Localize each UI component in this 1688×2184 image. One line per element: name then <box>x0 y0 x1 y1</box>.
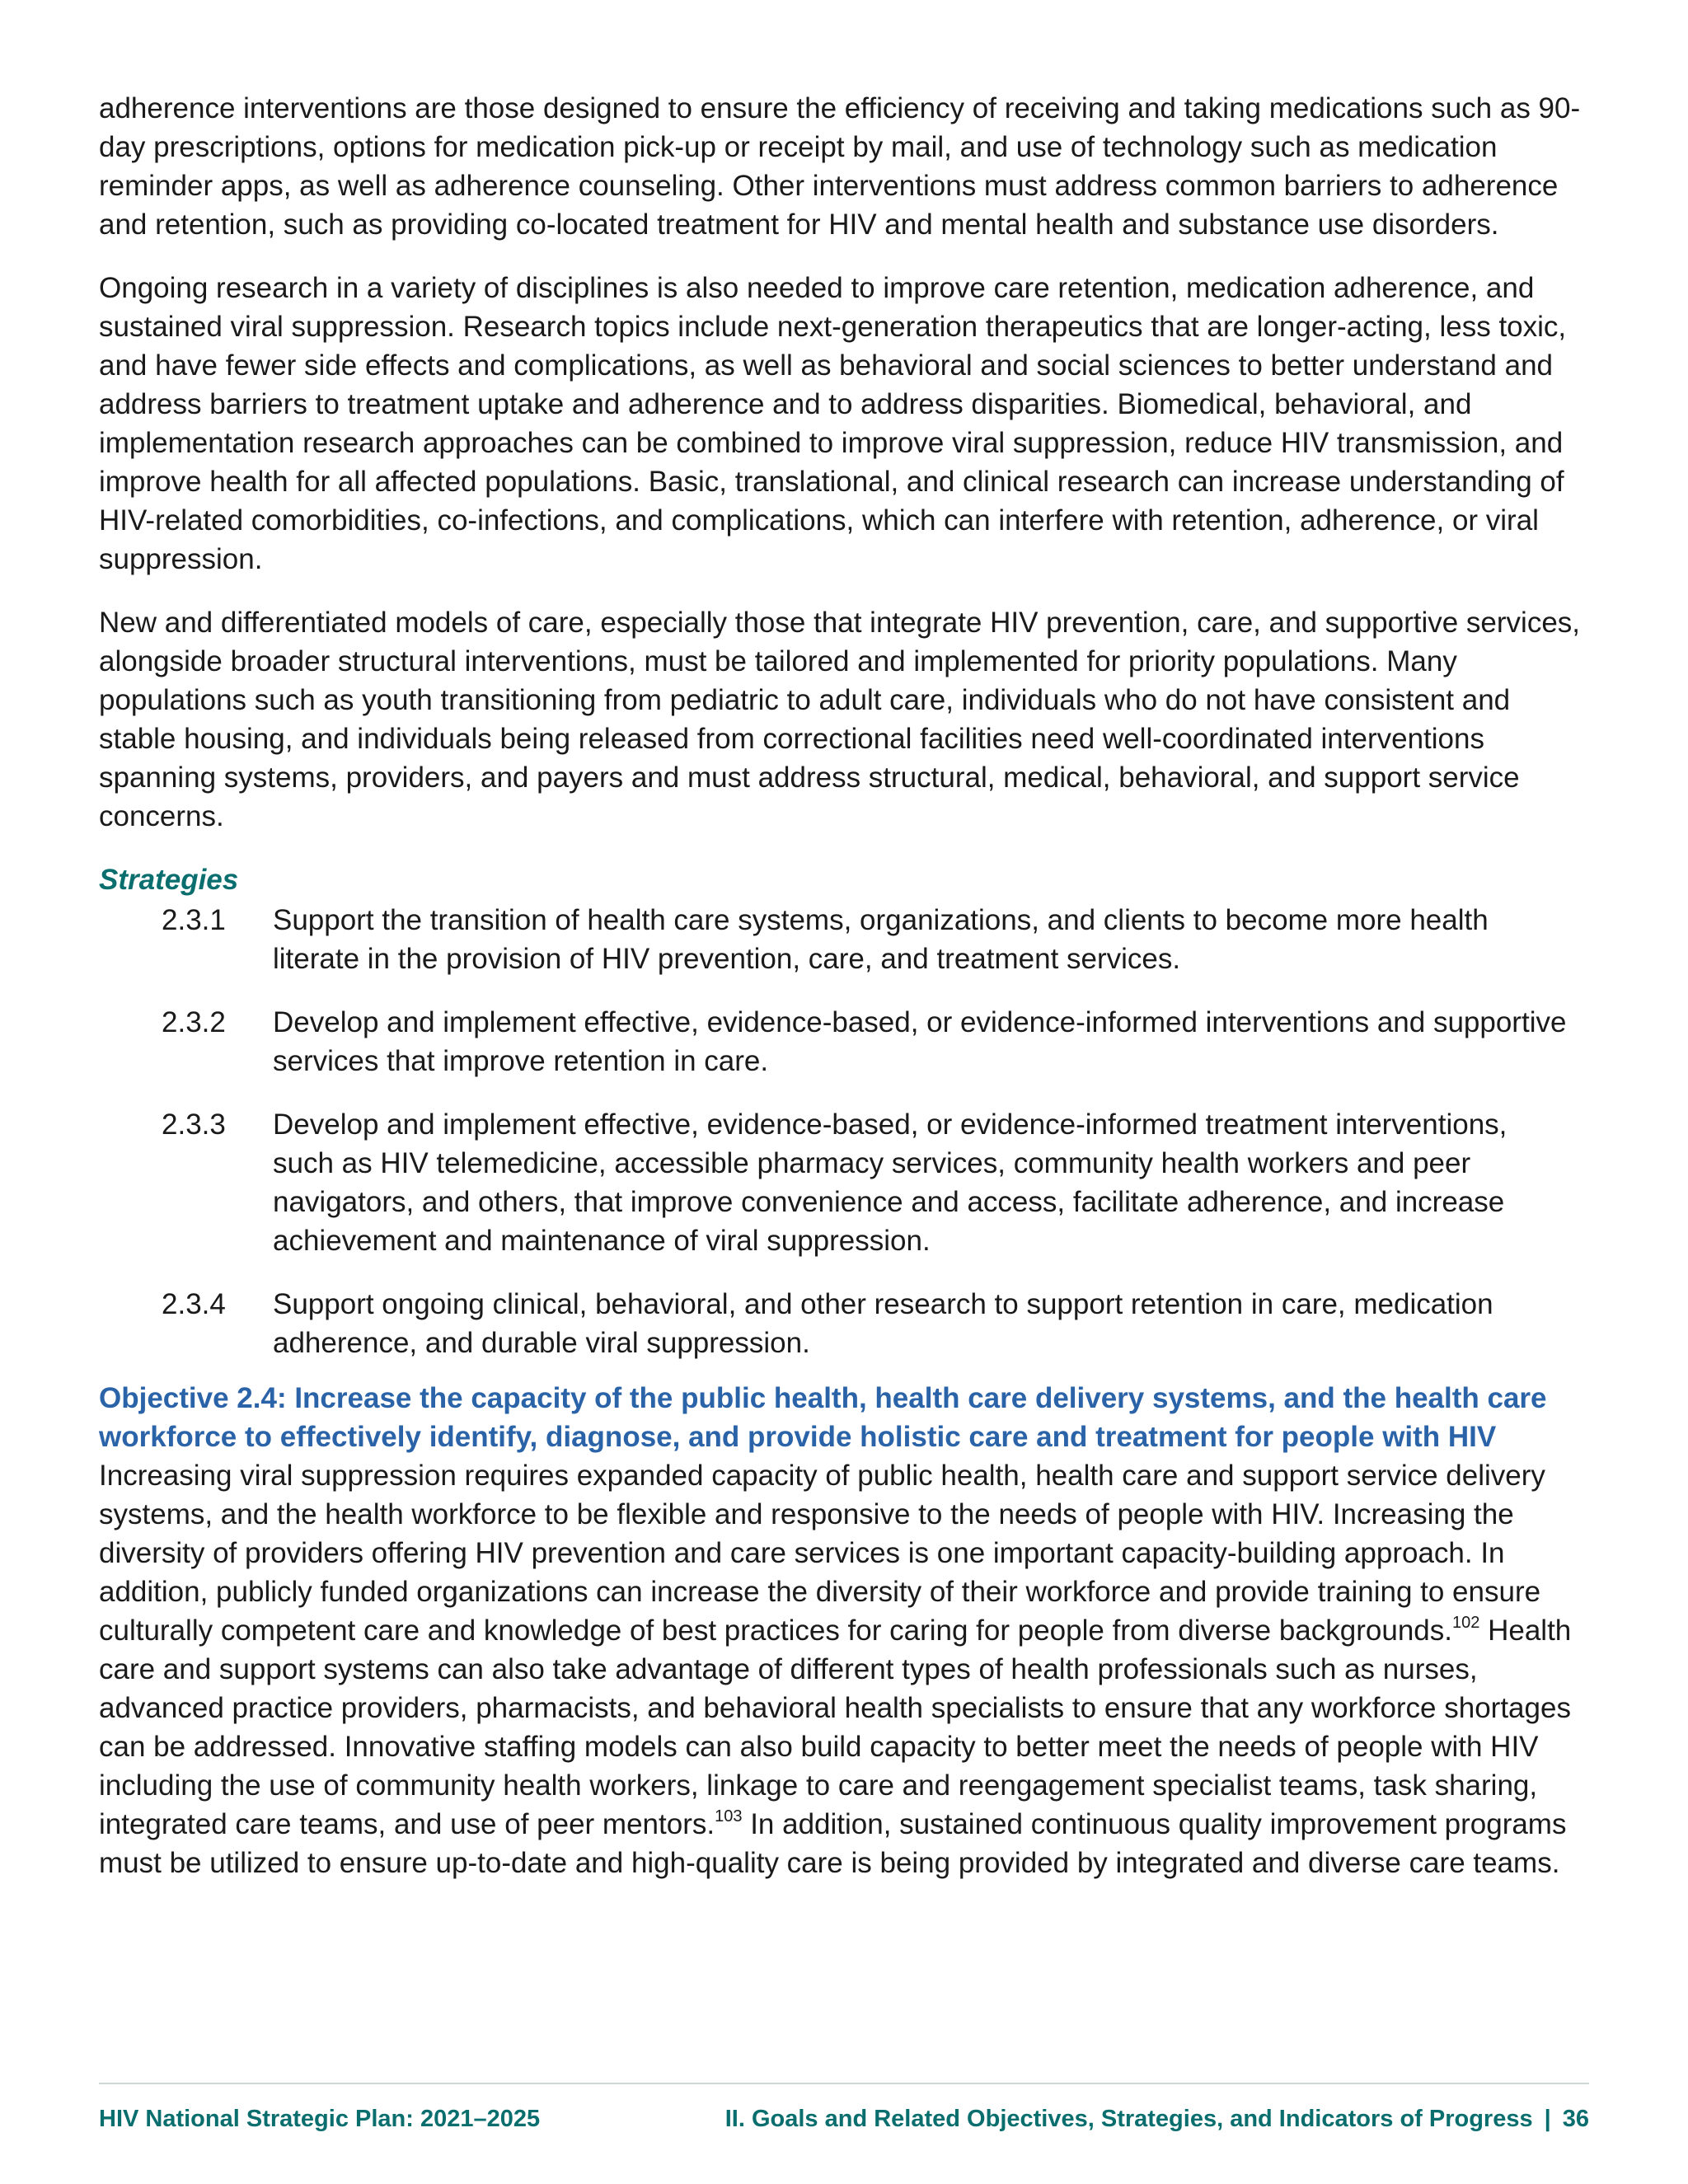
strategy-item <box>99 1105 1591 1260</box>
footnote-reference[interactable]: 103 <box>715 1807 743 1826</box>
strategy-text: Develop and implement effective, evidence-based, or evidence-informed treatment interventions, such as HIV telemedicine, accessible pharmacy services, community health workers and peer navigators, and others, that improve convenience and access, facilitate adherence, and increase achievement and maintenance of viral suppression. <box>273 1108 1507 1257</box>
footer-document-title: HIV National Strategic Plan: 2021–2025 <box>99 2106 541 2132</box>
strategy-number: 2.3.4 <box>162 1288 226 1320</box>
strategy-item <box>99 1285 1591 1362</box>
page-number: 36 <box>1562 2106 1589 2132</box>
strategy-text: Support ongoing clinical, behavioral, and other research to support retention in care, medication adherence, and durable viral suppression. <box>273 1288 1493 1359</box>
document-page <box>99 89 1591 1882</box>
paragraph-adherence-interventions: adherence interventions are those designed to ensure the efficiency of receiving and taking medications such as 90-day prescriptions, options for medication pick-up or receipt by mail, and use of technology such as medication reminder apps, as well as adherence counseling. Other interventions must address common barriers to adherence and retention, such as providing co-located treatment for HIV and mental health and substance use disorders. <box>99 92 1581 241</box>
objective-body-text: In addition, sustained continuous quality improvement programs must be utilized to ensure up-to-date and high-quality care is being provided by integrated and diverse care teams. <box>99 1808 1567 1879</box>
strategies-heading: Strategies <box>99 864 239 896</box>
strategy-item <box>99 901 1591 978</box>
footnote-reference[interactable]: 102 <box>1451 1614 1480 1633</box>
objective-body-text: Increasing viral suppression requires expanded capacity of public health, health care and support service delivery systems, and the health workforce to be flexible and responsive to the needs of people with HIV. Increasing the diversity of providers offering HIV prevention and care services is one important capacity-building approach. In addition, publicly funded organizations can increase the diversity of their workforce and provide training to ensure culturally competent care and knowledge of best practices for caring for people from diverse backgrounds. <box>99 1460 1545 1647</box>
paragraph-ongoing-research: Ongoing research in a variety of disciplines is also needed to improve care retention, medication adherence, and sustained viral suppression. Research topics include next-generation therapeutics that are longer-acting, less toxic, and have fewer side effects and complications, as well as behavioral and social sciences to better understand and address barriers to treatment uptake and adherence and to address disparities. Biomedical, behavioral, and implementation research approaches can be combined to improve viral suppression, reduce HIV transmission, and improve health for all affected populations. Basic, translational, and clinical research can increase understanding of HIV-related comorbidities, co-infections, and complications, which can interfere with retention, adherence, or viral suppression. <box>99 272 1567 575</box>
strategy-text: Support the transition of health care systems, organizations, and clients to become more health literate in the provision of HIV prevention, care, and treatment services. <box>273 904 1489 975</box>
strategy-number: 2.3.2 <box>162 1006 226 1038</box>
strategy-text: Develop and implement effective, evidence-based, or evidence-informed interventions and supportive services that improve retention in care. <box>273 1006 1567 1077</box>
footer-section-title: II. Goals and Related Objectives, Strategies, and Indicators of Progress <box>724 2106 1533 2132</box>
footer-divider <box>99 2083 1589 2084</box>
objective-heading: Objective 2.4: Increase the capacity of the public health, health care delivery systems, and the health care workforce to effectively identify, diagnose, and provide holistic care and treatment for people with HIV <box>99 1382 1547 1453</box>
strategy-number: 2.3.1 <box>162 904 226 936</box>
strategy-item <box>99 1003 1591 1080</box>
objective-body-text: Health care and support systems can also take advantage of different types of health professionals such as nurses, advanced practice providers, pharmacists, and behavioral health specialists to ensure that any workforce shortages can be addressed. Innovative staffing models can also build capacity to better meet the needs of people with HIV including the use of community health workers, linkage to care and reengagement specialist teams, task sharing, integrated care teams, and use of peer mentors. <box>99 1615 1572 1840</box>
strategy-number: 2.3.3 <box>162 1108 226 1141</box>
paragraph-models-of-care: New and differentiated models of care, especially those that integrate HIV prevention, care, and supportive services, alongside broader structural interventions, must be tailored and implemented for priority populations. Many populations such as youth transitioning from pediatric to adult care, individuals who do not have consistent and stable housing, and individuals being released from correctional facilities need well-coordinated interventions spanning systems, providers, and payers and must address structural, medical, behavioral, and support service concerns. <box>99 607 1581 832</box>
footer-section-info <box>725 2104 1589 2134</box>
page-footer <box>99 2104 1589 2134</box>
footer-separator: | <box>1544 2106 1551 2132</box>
objective-body <box>99 1456 1591 1882</box>
